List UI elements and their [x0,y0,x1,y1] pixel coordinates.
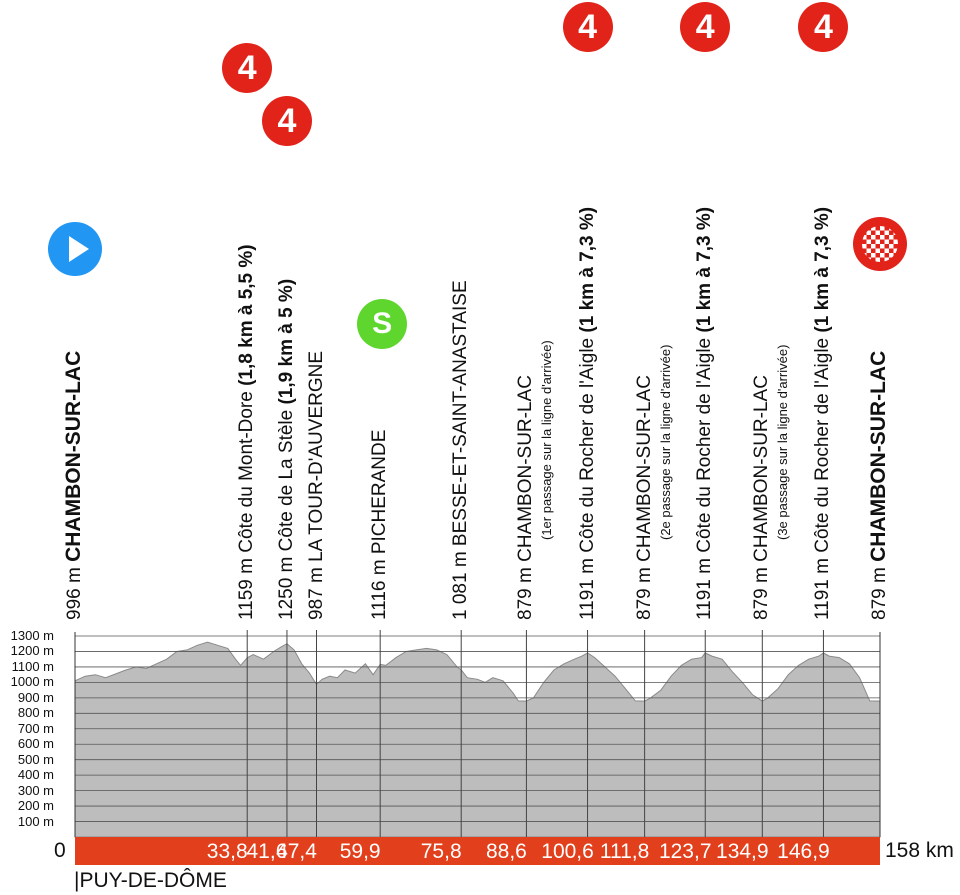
y-tick-label: 1000 m [10,674,54,690]
elevation-profile-area [75,642,880,837]
climb-detail: (1 km à 7,3 %) [576,206,598,338]
waypoint-label-mont-dore [237,244,257,620]
waypoint-altitude: 1191 m [576,552,598,620]
waypoint-label-finish [869,351,890,620]
y-tick-label: 1100 m [11,658,54,674]
total-distance-label: 158 km [885,839,954,862]
km-tick-label: 100,6 [541,840,594,863]
checkered-flag-icon [862,226,898,262]
waypoint-altitude: 1 081 m [450,546,472,620]
km-tick-label: 47,4 [276,840,317,863]
passage-note: (3e passage sur la ligne d'arrivée) [775,344,791,540]
km-tick-label: 146,9 [777,840,830,863]
y-tick-label: 600 m [17,736,54,752]
waypoint-altitude: 1191 m [694,552,716,620]
y-tick-label: 300 m [17,782,54,798]
waypoint-label-picherande [370,430,390,620]
waypoint-altitude: 879 m [869,561,890,620]
climb-detail: (1 km à 7,3 %) [694,206,716,338]
waypoint-name: Côte du Rocher de l'Aigle [812,337,834,553]
passage-note: (2e passage sur la ligne d'arrivée) [657,344,673,540]
climb-detail: (1 km à 7,3 %) [812,206,834,338]
y-tick-label: 1200 m [10,643,54,659]
waypoint-label-pass3 [751,344,791,620]
km-tick-label: 33,8 [206,840,248,863]
waypoint-altitude: 1250 m [275,551,297,620]
waypoint-name: BESSE-ET-SAINT-ANASTAISE [450,280,472,547]
category-4-climb-icon: 4 [798,2,848,52]
waypoint-altitude: 879 m [633,561,655,620]
waypoint-label-pass2 [633,344,673,620]
waypoint-name: Côte du Rocher de l'Aigle [576,337,598,553]
waypoint-label-aigle2 [695,207,715,620]
waypoint-name: CHAMBON-SUR-LAC [515,375,537,562]
waypoint-altitude: 996 m [64,561,85,620]
km-tick-label: 134,9 [716,840,769,863]
waypoint-label-aigle1 [578,207,598,620]
climb-detail: (1,9 km à 5 %) [275,278,297,410]
waypoint-name: CHAMBON-SUR-LAC [633,375,655,562]
km-tick-label: 123,7 [658,840,712,863]
axis-zero-label: 0 [54,839,66,862]
waypoint-altitude: 1116 m [369,554,391,620]
waypoint-label-besse [451,280,471,620]
waypoint-name: Côte du Rocher de l'Aigle [694,337,716,553]
waypoint-label-start [64,351,85,620]
y-tick-label: 800 m [17,705,54,721]
category-4-climb-icon: 4 [262,96,312,146]
waypoint-name: LA TOUR-D'AUVERGNE [305,350,327,562]
finish-flag-icon [853,217,907,271]
category-4-climb-icon: 4 [563,2,613,52]
waypoint-altitude: 1191 m [812,552,834,620]
y-tick-label: 200 m [17,798,54,814]
waypoint-name: Côte du Mont-Dore [236,391,258,553]
waypoint-name: Côte de La Stèle [275,409,297,552]
category-4-climb-icon: 4 [222,43,272,93]
waypoint-name: CHAMBON-SUR-LAC [751,375,773,562]
km-tick-label: 41,6 [246,840,288,863]
waypoint-name: PICHERANDE [369,429,391,555]
waypoint-name: CHAMBON-SUR-LAC [867,350,890,562]
waypoint-name: CHAMBON-SUR-LAC [62,350,85,562]
waypoint-label-stele [277,279,297,620]
waypoint-label-tour [307,351,327,620]
km-tick-label: 88,6 [485,840,527,863]
km-tick-label: 111,8 [599,840,650,863]
waypoint-altitude: 987 m [305,561,327,620]
sprint-icon: S [357,299,407,349]
climb-detail: (1,8 km à 5,5 %) [236,244,258,392]
category-4-climb-icon: 4 [680,2,730,52]
y-tick-label: 100 m [17,813,54,829]
y-tick-label: 900 m [17,689,54,705]
waypoint-altitude: 879 m [751,561,773,620]
waypoint-label-pass1 [515,340,555,620]
passage-note: (1er passage sur la ligne d'arrivée) [539,340,555,540]
waypoint-altitude: 879 m [515,561,537,620]
start-icon [48,222,102,276]
km-tick-label: 75,8 [420,840,462,863]
y-tick-label: 400 m [17,767,54,783]
waypoint-altitude: 1159 m [236,552,258,620]
waypoint-label-aigle3 [813,207,833,620]
y-tick-label: 1300 m [10,628,54,643]
km-tick-label: 59,9 [339,840,381,863]
region-label: |PUY-DE-DÔME [74,869,227,892]
y-tick-label: 700 m [17,720,54,736]
y-tick-label: 500 m [17,751,54,767]
